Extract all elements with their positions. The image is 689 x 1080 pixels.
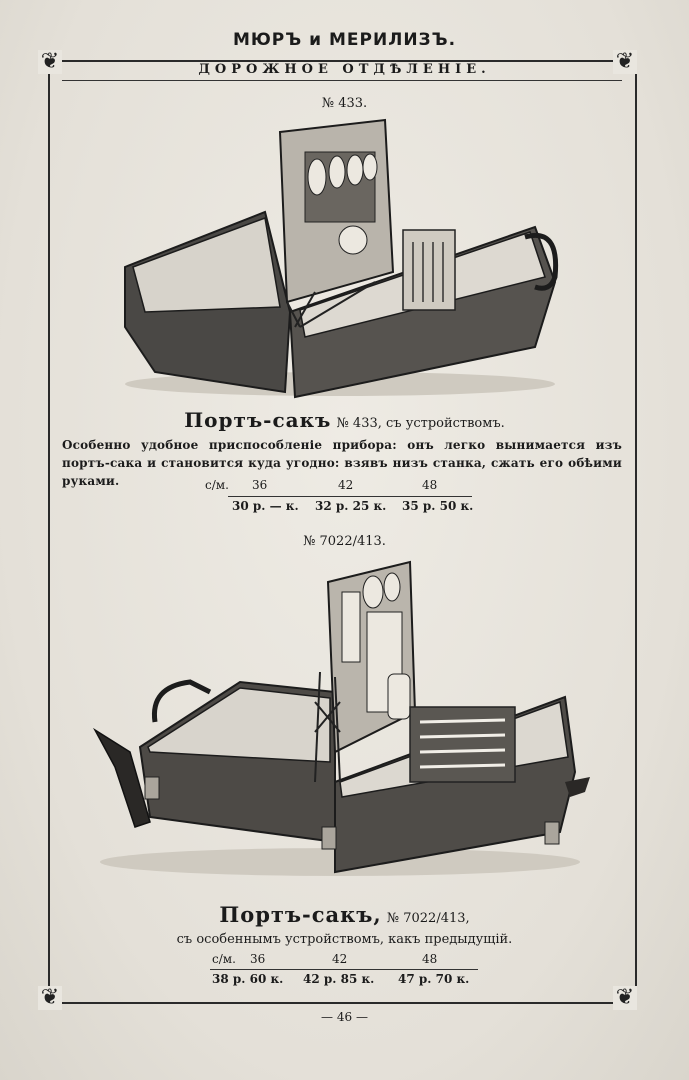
price-table [0, 952, 689, 992]
product-name: Портъ-сакъ [184, 408, 332, 432]
ornament-corner-icon: ❦ [38, 50, 62, 74]
price-cell: 47 р. 70 к. [398, 972, 470, 986]
price-table [0, 478, 689, 518]
divider [210, 969, 478, 970]
price-cell: 30 р. — к. [232, 499, 299, 513]
ornament-corner-icon: ❦ [38, 986, 62, 1010]
size-cell: 36 [250, 952, 266, 966]
size-cell: 48 [422, 952, 438, 966]
size-cell: 48 [422, 478, 438, 492]
size-cell: 42 [332, 952, 348, 966]
divider [228, 496, 472, 497]
product-description: Особенно удобное приспособленіе прибора: онъ легко вынимается изъ портъ-сака и становится куда угодно: взявъ низъ станка, сжать его обѣими руками. [62, 438, 622, 488]
size-cell: 36 [252, 478, 268, 492]
travel-case-illustration-7022 [90, 552, 595, 882]
size-cell: 42 [338, 478, 354, 492]
price-cell: 38 р. 60 к. [212, 972, 284, 986]
product-number: № 433, съ устройствомъ. [336, 416, 505, 431]
department-title: ДОРОЖНОЕ ОТДѢЛЕНІЕ. [198, 62, 491, 77]
ornament-corner-icon: ❦ [613, 50, 637, 74]
divider [62, 80, 622, 81]
product-subtitle: съ особеннымъ устройствомъ, какъ предыдущій. [176, 932, 513, 947]
item-number: № 433. [321, 96, 368, 111]
travel-case-illustration-433 [115, 112, 565, 402]
size-label: с/м. [205, 478, 229, 492]
product-name: Портъ-сакъ, [219, 902, 382, 927]
page-number: — 46 — [321, 1010, 368, 1024]
product-number: № 7022/413, [386, 911, 470, 926]
item-number: № 7022/413. [303, 534, 386, 549]
price-cell: 35 р. 50 к. [402, 499, 474, 513]
size-label: с/м. [212, 952, 236, 966]
price-cell: 32 р. 25 к. [315, 499, 387, 513]
price-cell: 42 р. 85 к. [303, 972, 375, 986]
store-name: МЮРЪ и МЕРИЛИЗЪ. [232, 30, 457, 50]
ornament-corner-icon: ❦ [613, 986, 637, 1010]
product-title [0, 902, 689, 927]
product-title [0, 408, 689, 432]
